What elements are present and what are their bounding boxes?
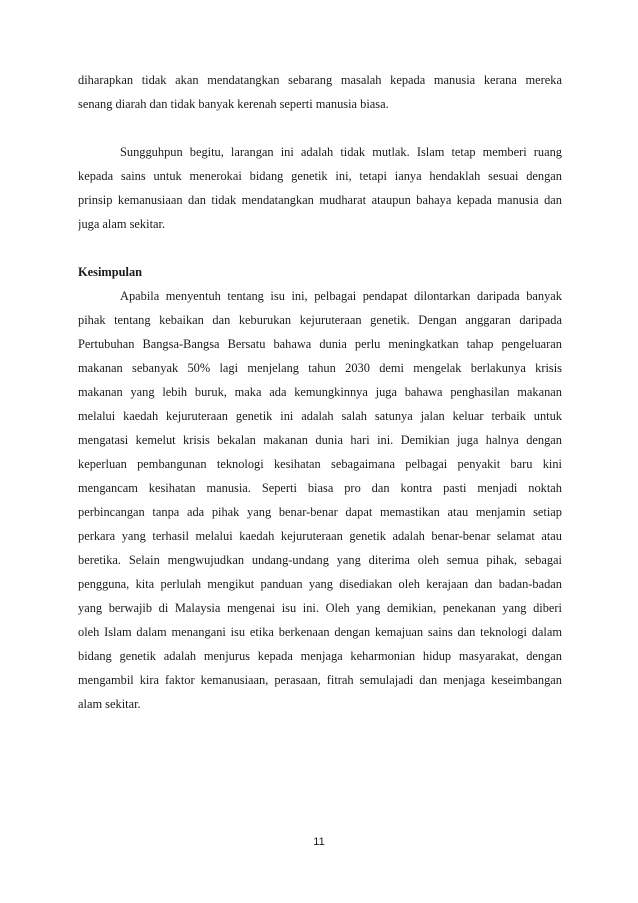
paragraph-line: makanan sebanyak 50% lagi menjelang tahun 2030 demi mengelak berlakunya krisis: [78, 361, 562, 375]
paragraph-line: Apabila menyentuh tentang isu ini, pelbagai pendapat dilontarkan daripada banyak: [120, 289, 562, 303]
paragraph-line: makanan yang lebih buruk, maka ada kemungkinnya juga bahawa penghasilan makanan: [78, 385, 562, 399]
paragraph-line: Sungguhpun begitu, larangan ini adalah tidak mutlak. Islam tetap memberi ruang: [120, 145, 562, 159]
paragraph-line: mengancam kesihatan manusia. Seperti biasa pro dan kontra pasti menjadi noktah: [78, 481, 562, 495]
paragraph-line: Pertubuhan Bangsa-Bangsa Bersatu bahawa dunia perlu meningkatkan tahap pengeluaran: [78, 337, 562, 351]
paragraph-line: pihak tentang kebaikan dan keburukan kejuruteraan genetik. Dengan anggaran daripada: [78, 313, 562, 327]
paragraph-line: juga alam sekitar.: [78, 217, 166, 231]
paragraph-line: alam sekitar.: [78, 697, 141, 711]
paragraph-1: [78, 68, 562, 116]
paragraph-line: prinsip kemanusiaan dan tidak mendatangkan mudharat ataupun bahaya kepada manusia dan: [78, 193, 562, 207]
paragraph-line: melalui kaedah kejuruteraan genetik ini adalah salah satunya jalan keluar terbaik untuk: [78, 409, 562, 423]
paragraph-line: perbincangan tanpa ada pihak yang benar-benar dapat memastikan atau menjamin setiap: [78, 505, 562, 519]
paragraph-line: pengguna, kita perlulah mengikut panduan yang disediakan oleh kerajaan dan badan-badan: [78, 577, 562, 591]
paragraph-line: kepada sains untuk menerokai bidang genetik ini, tetapi ianya hendaklah sesuai dengan: [78, 169, 562, 183]
document-page: [78, 68, 562, 716]
paragraph-line: keperluan pembangunan teknologi kesihatan sebagaimana pelbagai penyakit baru kini: [78, 457, 562, 471]
paragraph-line: beretika. Selain mengwujudkan undang-undang yang diterima oleh semua pihak, sebagai: [78, 553, 562, 567]
paragraph-line: bidang genetik adalah menjurus kepada menjaga keharmonian hidup masyarakat, dengan: [78, 649, 562, 663]
page-number: 11: [313, 836, 325, 848]
paragraph-line: mengatasi kemelut krisis bekalan makanan dunia hari ini. Demikian juga halnya dengan: [78, 433, 562, 447]
paragraph-line: perkara yang terhasil melalui kaedah kejuruteraan genetik adalah benar-benar selamat atau: [78, 529, 562, 543]
paragraph-line: diharapkan tidak akan mendatangkan sebarang masalah kepada manusia kerana mereka: [78, 73, 562, 87]
paragraph-line: yang berwajib di Malaysia mengenai isu ini. Oleh yang demikian, penekanan yang diberi: [78, 601, 562, 615]
paragraph-line: oleh Islam dalam menangani isu etika berkenaan dengan kemajuan sains dan teknologi dalam: [78, 625, 562, 639]
section-heading: Kesimpulan: [78, 265, 143, 279]
paragraph-line: senang diarah dan tidak banyak kerenah seperti manusia biasa.: [78, 97, 389, 111]
paragraph-line: mengambil kira faktor kemanusiaan, perasaan, fitrah semulajadi dan menjaga keseimbangan: [78, 673, 562, 687]
conclusion-paragraph: [78, 284, 562, 716]
paragraph-2: [78, 140, 562, 236]
